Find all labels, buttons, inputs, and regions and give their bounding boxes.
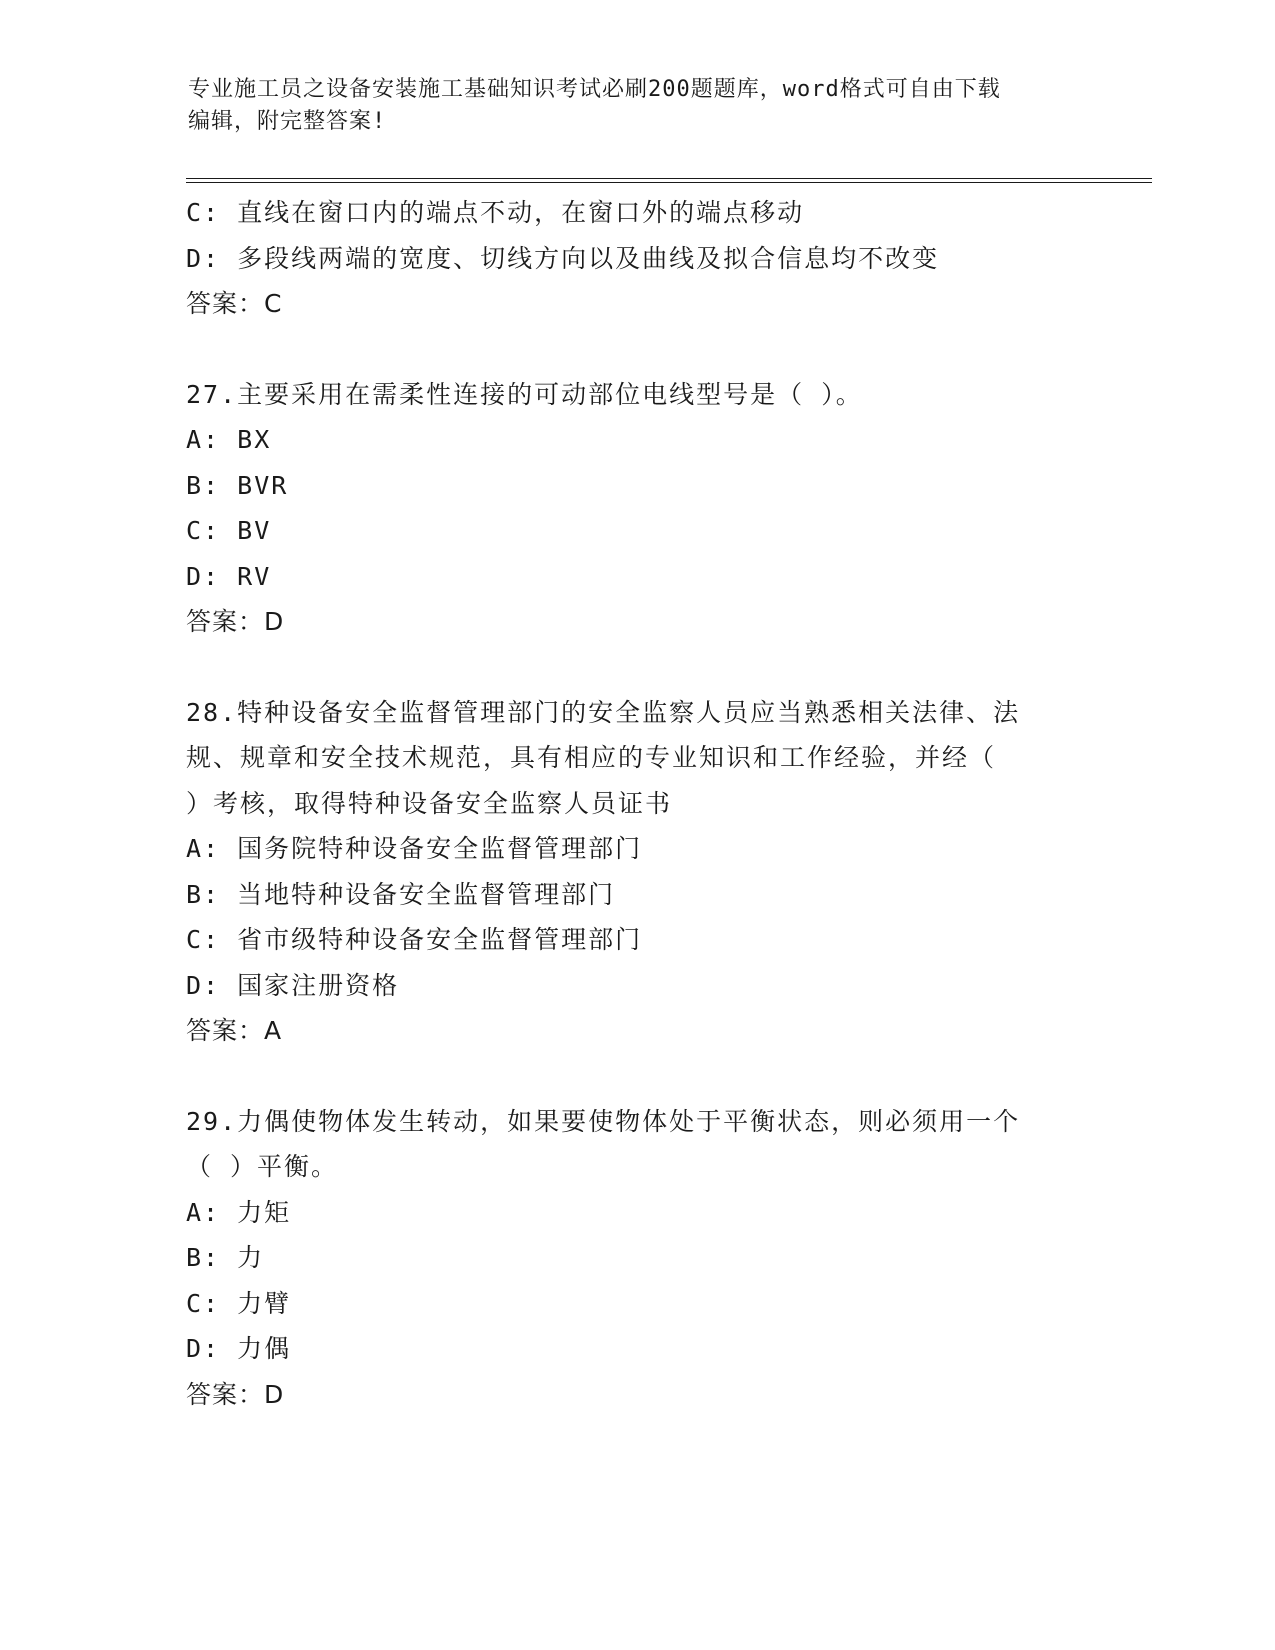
option-a: A: 国务院特种设备安全监督管理部门 <box>186 834 643 863</box>
option-d: D: 国家注册资格 <box>186 970 400 1000</box>
option-b: B: 当地特种设备安全监督管理部门 <box>186 879 616 909</box>
option-d: D: RV <box>186 561 272 591</box>
header-line-2: 编辑，附完整答案! <box>188 109 387 134</box>
question-block-27 <box>186 372 1086 645</box>
option-b: B: 力 <box>186 1243 265 1272</box>
option-a: A: 力矩 <box>186 1197 292 1227</box>
option-d: D: 多段线两端的宽度、切线方向以及曲线及拟合信息均不改变 <box>186 243 940 273</box>
question-block-28 <box>186 690 1086 1054</box>
spacer <box>186 1054 1086 1099</box>
option-c: C: 直线在窗口内的端点不动，在窗口外的端点移动 <box>186 198 805 227</box>
answer-line: 答案：C <box>186 289 283 318</box>
spacer <box>186 327 1086 372</box>
header-line-1: 专业施工员之设备安装施工基础知识考试必刷200题题库，word格式可自由下载 <box>188 77 1001 102</box>
question-block-26 <box>186 190 1086 327</box>
question-stem: 28.特种设备安全监督管理部门的安全监察人员应当熟悉相关法律、法 <box>186 697 1021 727</box>
document-header <box>188 74 1068 138</box>
question-stem: （ ）平衡。 <box>186 1152 339 1181</box>
answer-line: 答案：D <box>186 607 285 636</box>
option-c: C: 力臂 <box>186 1288 292 1318</box>
option-c: C: BV <box>186 516 272 545</box>
answer-line: 答案：D <box>186 1379 285 1409</box>
question-block-29 <box>186 1099 1086 1418</box>
answer-line: 答案：A <box>186 1016 283 1045</box>
spacer <box>186 645 1086 690</box>
header-double-rule <box>186 178 1152 183</box>
question-stem: ）考核，取得特种设备安全监察人员证书 <box>186 788 673 818</box>
question-stem: 29.力偶使物体发生转动，如果要使物体处于平衡状态，则必须用一个 <box>186 1106 1021 1136</box>
question-stem: 27.主要采用在需柔性连接的可动部位电线型号是（ ）。 <box>186 379 863 409</box>
question-stem: 规、规章和安全技术规范，具有相应的专业知识和工作经验，并经（ <box>186 743 997 772</box>
question-list <box>186 190 1086 1417</box>
option-a: A: BX <box>186 425 272 454</box>
option-c: C: 省市级特种设备安全监督管理部门 <box>186 925 643 954</box>
option-b: B: BVR <box>186 470 289 500</box>
option-d: D: 力偶 <box>186 1334 292 1363</box>
